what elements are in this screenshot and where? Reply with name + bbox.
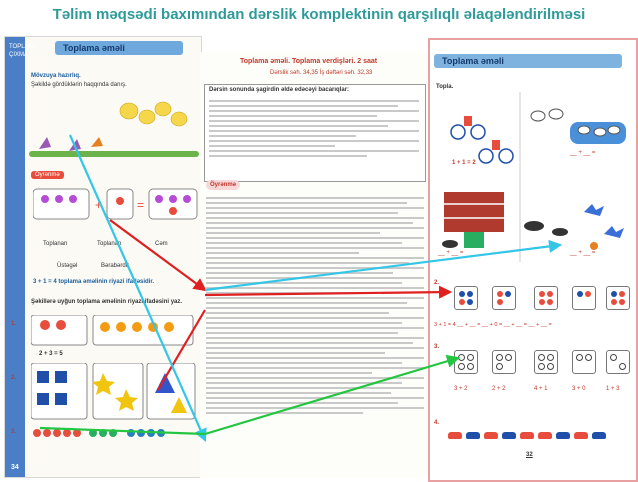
page3-number-4: 4. (434, 420, 440, 426)
green-arrows (40, 358, 458, 434)
exercise-number-2: 2. (11, 375, 17, 381)
exercise-expression: 2 + 3 = 5 (39, 351, 63, 357)
page3-number-2: 2. (434, 280, 440, 286)
sum-label-4: 3 + 0 (572, 386, 586, 392)
exercise-number-1: 1. (11, 321, 17, 327)
cyan-arrows (70, 135, 560, 440)
page3-header: Toplama əməli (434, 54, 622, 68)
page3-equation1: 1 + 1 = 2 (452, 160, 476, 166)
page1-sentence: 3 + 1 = 4 toplama əməlinin riyazi ifadəsidir. (33, 279, 155, 285)
red-arrows (110, 220, 450, 390)
exercise-number-3: 3. (11, 429, 17, 435)
label-addend-2: Toplanan (97, 241, 122, 247)
svg-text:=: = (137, 198, 145, 212)
sum-label-1: 3 + 2 (454, 386, 468, 392)
label-plus: Üstəgəl (57, 263, 78, 269)
slide-title: Təlim məqsədi baxımından dərslik komplektinin qarşılıqlı əlaqələndirilməsi (52, 6, 586, 23)
page2-ref: Dərslik səh. 34,35 İş dəftəri səh. 32,33 (270, 70, 373, 76)
page1-instruction: Şəkildə gördüklərin haqqında danış. (31, 82, 127, 88)
page1-exercise-title: Şəkillərə uyğun toplama əməlinin riyazi ifadəsini yaz. (31, 299, 183, 305)
sum-label-2: 2 + 2 (492, 386, 506, 392)
svg-text:+: + (95, 198, 103, 212)
page2-header: Toplama əməli. Toplama verdişləri. 2 saat (240, 58, 378, 65)
page3-blank-1: __ + __ = (570, 150, 596, 156)
page1-header: Toplama əməli (55, 41, 183, 55)
page1-section: Öyrənmə (31, 171, 64, 179)
cars-total: 32 (526, 452, 533, 458)
page3-row2-text: 3 + 1 = 4 __ + __ = __ + 0 = __ + __ = __ + __ = (434, 322, 552, 328)
label-equals: Bərabərdir (101, 263, 130, 269)
page1-page-number: 34 (11, 464, 19, 471)
label-addend-1: Toplanan (43, 241, 68, 247)
skills-title: Dərsin sonunda şagirdin əldə edəcəyi bacarıqlar: (209, 87, 350, 93)
label-sum: Cəm (155, 241, 168, 247)
page3-blank-3: __ + __ = (570, 250, 596, 256)
page3-number-3: 3. (434, 344, 440, 350)
sum-label-5: 1 + 3 (606, 386, 620, 392)
side-tab-label: TOPLAMA ÇIXMA (9, 44, 38, 58)
page2-section: Öyrənmə (206, 180, 240, 190)
sum-label-3: 4 + 1 (534, 386, 548, 392)
page3-sub: Topla. (436, 84, 454, 90)
page3-blank-2: __ + __ = (438, 250, 464, 256)
page1-subtitle: Mövzuya hazırlıq. (31, 73, 81, 79)
